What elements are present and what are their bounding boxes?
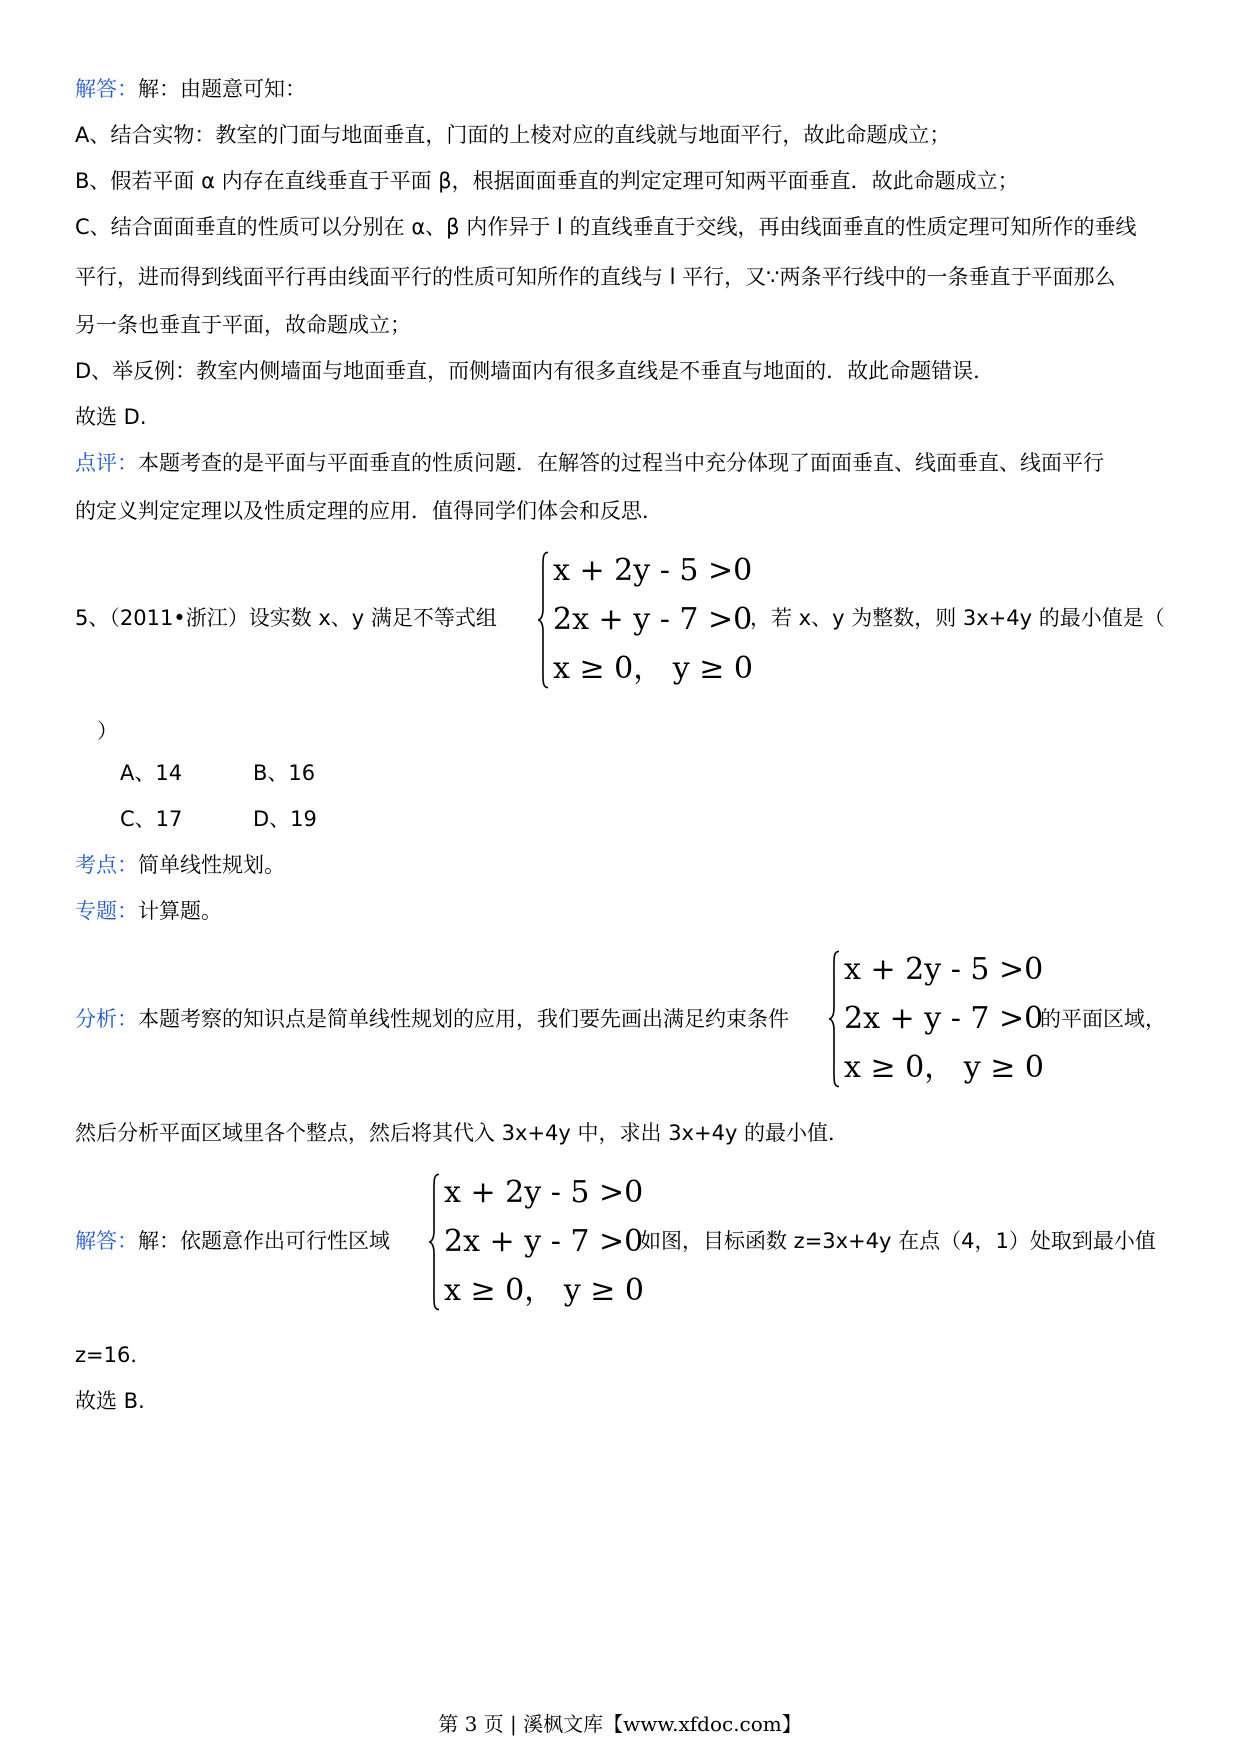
question-5-text: 5、（2011•浙江）设实数 x、y 满足不等式组 <box>75 606 497 630</box>
option-d: D、19 <box>253 807 317 831</box>
answer-item-a: A、结合实物：教室的门面与地面垂直，门面的上棱对应的直线就与地面平行，故此命题成立； <box>75 123 951 147</box>
jieda-label: 解答： <box>75 1229 138 1253</box>
left-brace-icon <box>537 551 549 689</box>
answer-label: 解答： <box>75 77 138 101</box>
jieda-choice: 故选 B. <box>75 1389 145 1413</box>
answer-item-c-line1: C、结合面面垂直的性质可以分别在 α、β 内作异于 l 的直线垂直于交线，再由线面垂直的性质定理可知所作的垂线 <box>75 215 1137 239</box>
jieda-result: z=16． <box>75 1343 152 1367</box>
left-brace-icon <box>428 1173 440 1311</box>
inequality-2: 2x + y - 7 >0 <box>844 1001 1044 1036</box>
zhuanti: 专题：计算题。 <box>75 899 222 923</box>
answer-choice: 故选 D. <box>75 405 147 429</box>
zhuanti-label: 专题： <box>75 899 138 923</box>
comment-line1: 点评：本题考查的是平面与平面垂直的性质问题．在解答的过程当中充分体现了面面垂直、线面垂直、线面平行 <box>75 451 1104 475</box>
inequality-3: x ≥ 0， y ≥ 0 <box>553 651 753 686</box>
inequality-system-q5 <box>537 551 753 689</box>
jieda-line1: 解答：解：依题意作出可行性区域 <box>75 1229 390 1253</box>
comment-line2: 的定义判定定理以及性质定理的应用．值得同学们体会和反思． <box>75 499 663 523</box>
answer-item-d: D、举反例：教室内侧墙面与地面垂直，而侧墙面内有很多直线是不垂直与地面的．故此命题错误． <box>75 359 995 383</box>
inequality-3: x ≥ 0， y ≥ 0 <box>444 1273 644 1308</box>
fenxi-line1: 分析：本题考察的知识点是简单线性规划的应用，我们要先画出满足约束条件 <box>75 1007 789 1031</box>
prev-answer-intro: 解答：解：由题意可知： <box>75 77 306 101</box>
option-c: C、17 <box>120 807 183 831</box>
fenxi-line2: 然后分析平面区域里各个整点，然后将其代入 3x+4y 中，求出 3x+4y 的最小值． <box>75 1121 850 1145</box>
inequality-1: x + 2y - 5 >0 <box>844 952 1044 987</box>
kaodian: 考点：简单线性规划。 <box>75 853 285 877</box>
option-a: A、14 <box>120 761 183 785</box>
answer-item-b: B、假若平面 α 内存在直线垂直于平面 β，根据面面垂直的判定定理可知两平面垂直．故此命题成立； <box>75 169 1019 193</box>
left-brace-icon <box>828 950 840 1088</box>
answer-item-c-line2: 平行，进而得到线面平行再由线面平行的性质可知所作的直线与 l 平行，又∵两条平行线中的一条垂直于平面那么 <box>75 265 1116 289</box>
inequality-1: x + 2y - 5 >0 <box>553 553 753 588</box>
page-footer: 第 3 页 | 溪枫文库【www.xfdoc.com】 <box>438 1712 802 1736</box>
inequality-3: x ≥ 0， y ≥ 0 <box>844 1050 1044 1085</box>
fenxi-tail: 的平面区域， <box>1040 1007 1166 1031</box>
inequality-2: 2x + y - 7 >0 <box>553 602 753 637</box>
jieda-tail: 如图，目标函数 z=3x+4y 在点（4，1）处取到最小值 <box>640 1229 1156 1253</box>
comment-label: 点评： <box>75 451 138 475</box>
inequality-system-jieda <box>428 1173 644 1311</box>
inequality-1: x + 2y - 5 >0 <box>444 1175 644 1210</box>
kaodian-label: 考点： <box>75 853 138 877</box>
inequality-2: 2x + y - 7 >0 <box>444 1224 644 1259</box>
fenxi-label: 分析： <box>75 1007 138 1031</box>
inequality-system-fenxi <box>828 950 1044 1088</box>
question-5-close: ） <box>97 719 118 743</box>
option-b: B、16 <box>253 761 316 785</box>
question-5-tail: ，若 x、y 为整数，则 3x+4y 的最小值是（ <box>750 606 1165 630</box>
answer-item-c-line3: 另一条也垂直于平面，故命题成立； <box>75 313 411 337</box>
